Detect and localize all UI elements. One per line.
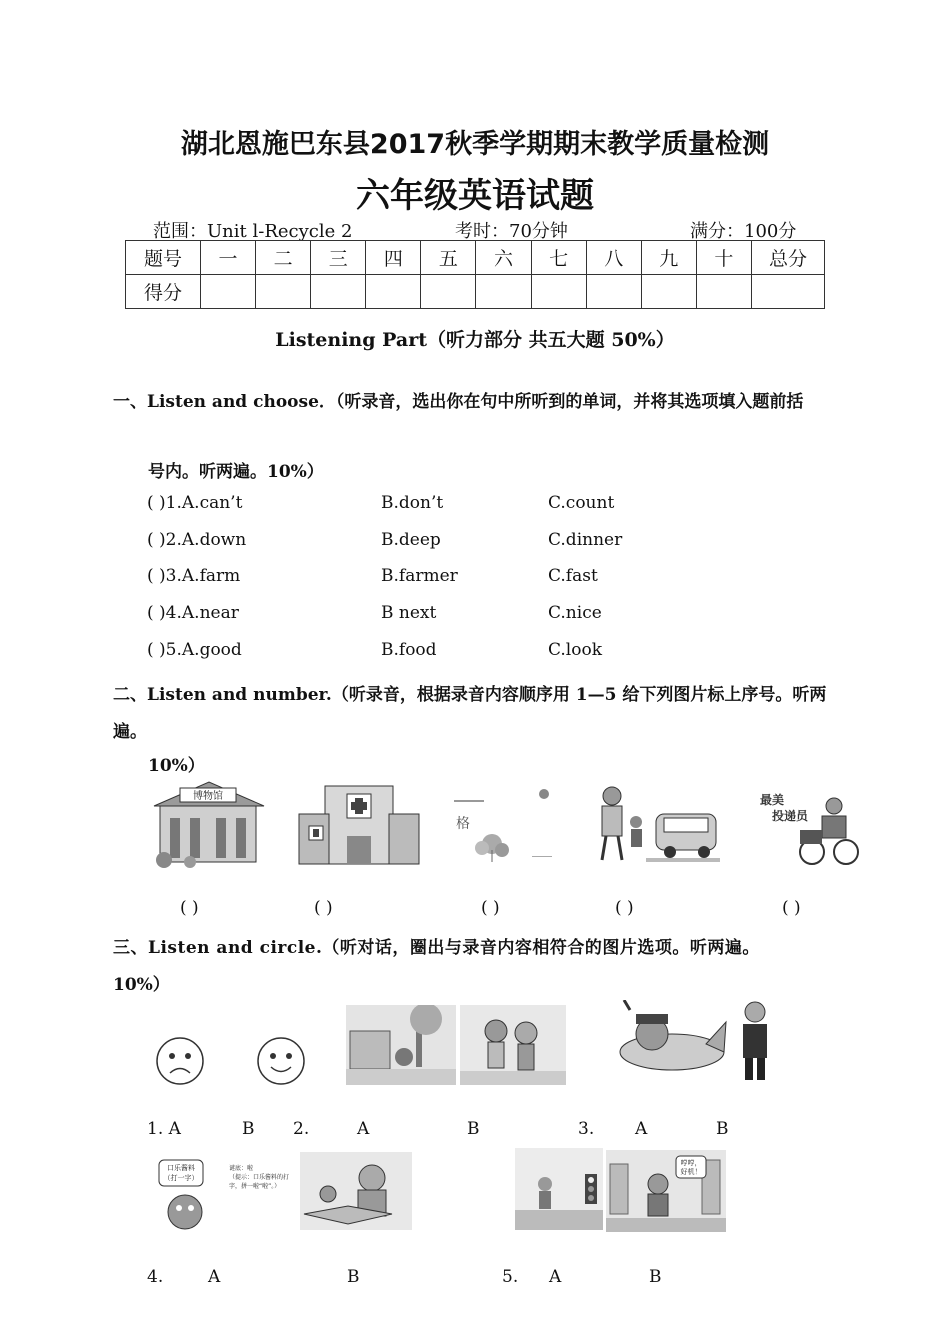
s1-q1-c: C.count xyxy=(548,493,615,513)
s1-q3-c: C.fast xyxy=(548,566,598,586)
s1-q2-b: B.deep xyxy=(381,530,441,550)
street-bubble-1: 哼哼， xyxy=(680,1159,702,1167)
happy-face-icon xyxy=(256,1036,306,1086)
s1-q3-b: B.farmer xyxy=(381,566,458,586)
score-cell: 题号 xyxy=(126,241,201,275)
score-input-cell[interactable] xyxy=(696,275,751,309)
s3-label-2a: A xyxy=(357,1119,370,1139)
sad-face-icon xyxy=(155,1036,205,1086)
businessman-image xyxy=(735,1000,775,1082)
score-input-cell[interactable] xyxy=(531,275,586,309)
s1-q5-b: B.food xyxy=(381,640,437,660)
part-title: Listening Part（听力部分 共五大题 50%） xyxy=(275,329,675,351)
section2-title-cont: 10%） xyxy=(148,756,205,776)
street-bubble-2: 好机！ xyxy=(680,1168,702,1176)
score-cell: 十 xyxy=(696,241,751,275)
hospital-image xyxy=(297,780,421,868)
s2-answer-4[interactable]: ( ) xyxy=(615,898,634,918)
s1-q1: ( )1.A.can’t xyxy=(147,493,243,513)
courier-image xyxy=(758,790,860,866)
score-input-cell[interactable] xyxy=(752,275,825,309)
s1-q2: ( )2.A.down xyxy=(147,530,247,550)
s3-label-3a: A xyxy=(635,1119,648,1139)
exam-full-score: 满分：100分 xyxy=(690,221,797,242)
flower-page-image xyxy=(452,786,556,864)
school-scene-image xyxy=(346,1005,456,1085)
museum-image xyxy=(150,778,268,870)
s3-label-2b: B xyxy=(467,1119,480,1139)
section1-title-cont: 号内。听两遍。10%） xyxy=(148,462,324,482)
s3-label-1b: B xyxy=(242,1119,255,1139)
crossing-street-image xyxy=(606,1150,726,1232)
section3-title: 三、Listen and circle.（听对话，圈出与录音内容相符合的图片选项。听两遍。 xyxy=(113,938,760,958)
s1-q4-b: B next xyxy=(381,603,437,623)
s1-q4-c: C.nice xyxy=(548,603,602,623)
s2-answer-5[interactable]: ( ) xyxy=(782,898,801,918)
score-input-cell[interactable] xyxy=(476,275,531,309)
courier-caption-2: 投递员 xyxy=(772,809,809,823)
riddle-bubble-1: 口乐酱料 xyxy=(167,1164,195,1172)
score-input-cell[interactable] xyxy=(366,275,421,309)
s3-label-4a: A xyxy=(208,1267,221,1287)
score-table-header-row xyxy=(126,241,825,275)
s2-answer-1[interactable]: ( ) xyxy=(180,898,199,918)
section2-title: 二、Listen and number.（听录音，根据录音内容顺序用 1—5 给下列图片标上序号。听两遍。 xyxy=(113,685,827,742)
score-input-cell[interactable] xyxy=(586,275,641,309)
score-cell: 七 xyxy=(531,241,586,275)
s3-label-2: 2. xyxy=(293,1119,310,1139)
score-input-cell[interactable] xyxy=(421,275,476,309)
s3-label-3: 3. xyxy=(578,1119,595,1139)
exam-subtitle: 六年级英语试题 xyxy=(356,176,594,216)
score-input-cell[interactable] xyxy=(311,275,366,309)
svg-text:格: 格 xyxy=(456,816,470,832)
riddle-answer-2: （提示：口乐酱料的打 xyxy=(229,1174,290,1181)
reading-image xyxy=(300,1152,412,1230)
s3-label-4b: B xyxy=(347,1267,360,1287)
riddle-answer-3: 字，拼一啦“啦”。） xyxy=(229,1183,281,1190)
exam-title: 湖北恩施巴东县2017秋季学期期末教学质量检测 xyxy=(180,129,770,160)
score-cell: 二 xyxy=(256,241,311,275)
score-input-cell[interactable] xyxy=(641,275,696,309)
s1-q2-c: C.dinner xyxy=(548,530,623,550)
s3-label-5: 5. xyxy=(502,1267,519,1287)
s3-label-5b: B xyxy=(649,1267,662,1287)
exam-time: 考时：70分钟 xyxy=(455,221,568,242)
s1-q3: ( )3.A.farm xyxy=(147,566,241,586)
score-cell: 九 xyxy=(641,241,696,275)
s2-answer-3[interactable]: ( ) xyxy=(481,898,500,918)
riddle-bubble-2: （打一字） xyxy=(163,1174,199,1182)
exam-scope: 范围：Unit l-Recycle 2 xyxy=(153,221,353,242)
score-table xyxy=(125,240,825,309)
section3-title-cont: 10%） xyxy=(113,975,170,995)
score-input-cell[interactable] xyxy=(256,275,311,309)
riddle-answer-1: 谜底：啦 xyxy=(229,1165,254,1172)
s2-answer-2[interactable]: ( ) xyxy=(314,898,333,918)
score-cell: 总分 xyxy=(752,241,825,275)
score-cell: 六 xyxy=(476,241,531,275)
score-cell: 五 xyxy=(421,241,476,275)
section1-title: 一、Listen and choose．（听录音，选出你在句中所听到的单词，并将其选项填入题前括 xyxy=(113,392,804,412)
s1-q5: ( )5.A.good xyxy=(147,640,242,660)
courier-caption-1: 最美 xyxy=(760,793,785,807)
crossing-road-image xyxy=(586,784,722,866)
score-cell: 得分 xyxy=(126,275,201,309)
score-cell: 四 xyxy=(366,241,421,275)
s3-label-1a: 1. A xyxy=(147,1119,181,1139)
children-walking-image xyxy=(460,1005,566,1085)
score-cell: 一 xyxy=(201,241,256,275)
score-table-score-row xyxy=(126,275,825,309)
score-cell: 八 xyxy=(586,241,641,275)
traffic-light-image xyxy=(515,1148,603,1230)
s3-label-3b: B xyxy=(716,1119,729,1139)
score-input-cell[interactable] xyxy=(201,275,256,309)
score-cell: 三 xyxy=(311,241,366,275)
s3-label-5a: A xyxy=(549,1267,562,1287)
s1-q5-c: C.look xyxy=(548,640,603,660)
s1-q4: ( )4.A.near xyxy=(147,603,239,623)
museum-sign: 博物馆 xyxy=(193,791,223,802)
s1-q1-b: B.don’t xyxy=(381,493,444,513)
pilot-plane-image xyxy=(610,1000,728,1086)
s3-label-4: 4. xyxy=(147,1267,164,1287)
riddle-character-image xyxy=(157,1158,293,1234)
